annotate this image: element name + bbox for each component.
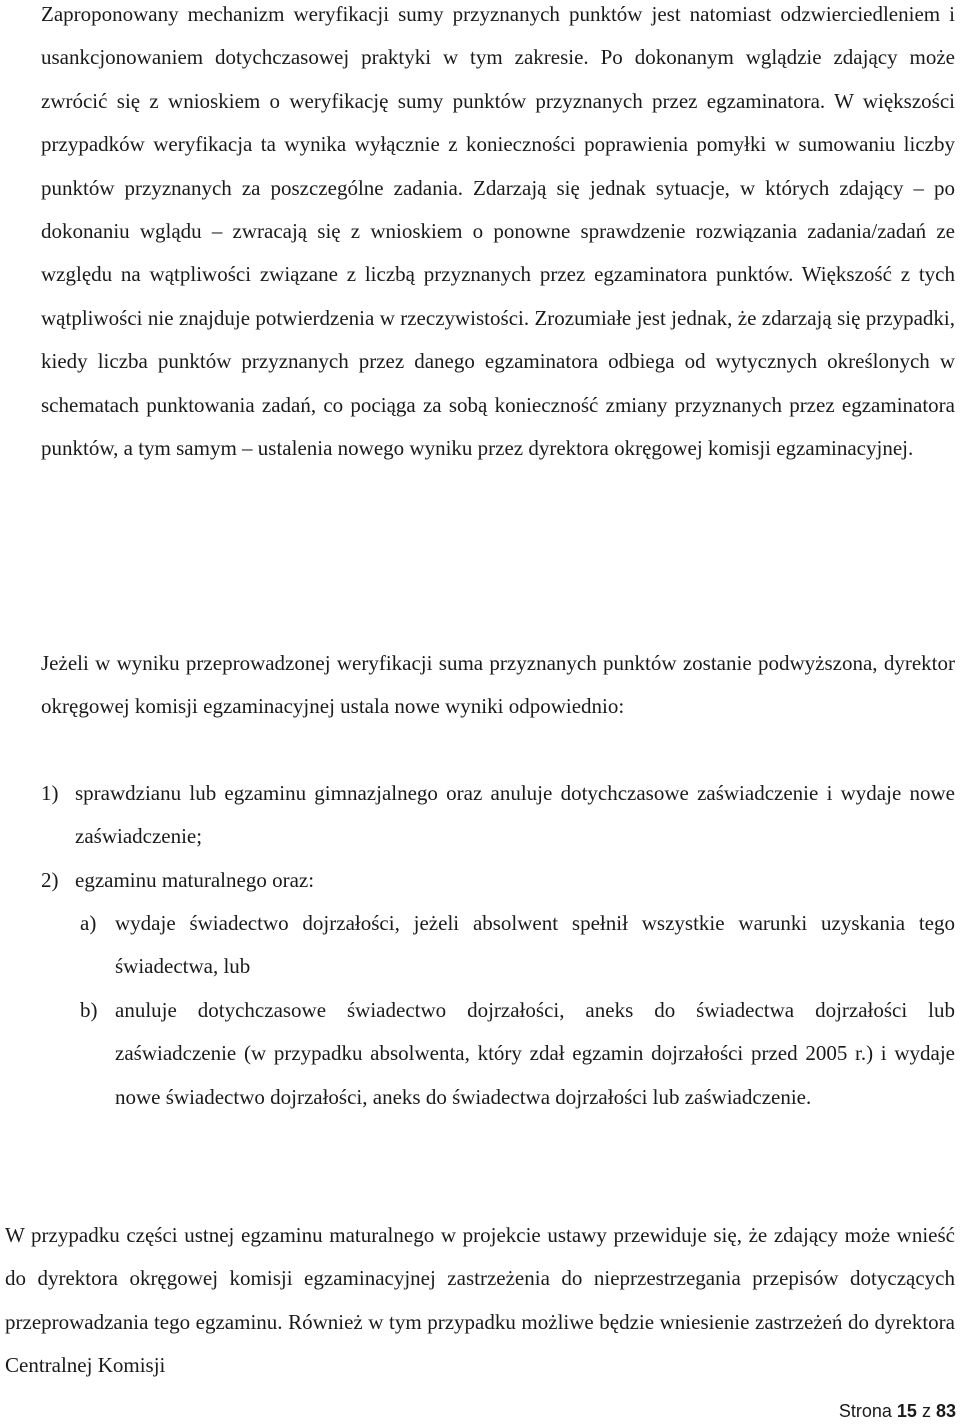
list-subitem-a — [80, 902, 955, 989]
paragraph-new-results-intro: Jeżeli w wyniku przeprowadzonej weryfikacji suma przyznanych punktów zostanie podwyższona, dyrektor okręgowej komisji egzaminacyjnej ustala nowe wyniki odpowiednio: — [41, 651, 955, 719]
page-label: Strona — [838, 1401, 892, 1421]
paragraph-verification-mechanism: Zaproponowany mechanizm weryfikacji sumy przyznanych punktów jest natomiast odzwierciedleniem i usankcjonowaniem dotychczasowej praktyki w tym zakresie. Po dokonanym wglądzie zdający może zwrócić się z wnioskiem o weryfikację sumy punktów przyznanych przez egzaminatora. W większości przypadków weryfikacja ta wynika wyłącznie z konieczności poprawienia pomyłki w sumowaniu liczby punktów przyznanych za poszczególne zadania. Zdarzają się jednak sytuacje, w których zdający – po dokonaniu wglądu – zwracają się z wnioskiem o ponowne sprawdzenie rozwiązania zadania/zadań ze względu na wątpliwości związane z liczbą przyznanych przez egzaminatora punktów. Większość z tych wątpliwości nie znajduje potwierdzenia w rzeczywistości. Zrozumiałe jest jednak, że zdarzają się przypadki, kiedy liczba punktów przyznanych przez danego egzaminatora odbiega od wytycznych określonych w schematach punktowania zadań, co pociąga za sobą konieczność zmiany przyznanych przez egzaminatora punktów, a tym samym – ustalenia nowego wyniku przez dyrektora okręgowej komisji egzaminacyjnej. — [41, 2, 955, 461]
list-item-text: anuluje dotychczasowe świadectwo dojrzałości, aneks do świadectwa dojrzałości lub zaświadczenie (w przypadku absolwenta, który zdał egzamin dojrzałości przed 2005 r.) i wydaje nowe świadectwo dojrzałości, aneks do świadectwa dojrzałości lub zaświadczenie. — [115, 998, 955, 1109]
paragraph-oral-exam: W przypadku części ustnej egzaminu maturalnego w projekcie ustawy przewiduje się, że zdający może wnieść do dyrektora okręgowej komisji egzaminacyjnej zastrzeżenia do nieprzestrzegania przepisów dotyczących przeprowadzania tego egzaminu. Również w tym przypadku możliwe będzie wniesienie zastrzeżeń do dyrektora Centralnej Komisji — [5, 1223, 955, 1378]
page-number-footer — [839, 1401, 956, 1422]
list-item-1 — [41, 772, 955, 859]
list-marker: 2) — [41, 868, 59, 892]
list-item-text: sprawdzianu lub egzaminu gimnazjalnego oraz anuluje dotychczasowe zaświadczenie i wydaje nowe zaświadczenie; — [75, 781, 955, 849]
list-marker: 1) — [41, 781, 59, 805]
list-item-2 — [41, 859, 955, 902]
page-separator: z — [921, 1401, 931, 1421]
list-item-text: egzaminu maturalnego oraz: — [75, 868, 315, 892]
total-pages-number: 83 — [935, 1401, 956, 1421]
list-marker: a) — [80, 911, 97, 935]
list-marker: b) — [80, 998, 98, 1022]
list-item-text: wydaje świadectwo dojrzałości, jeżeli absolwent spełnił wszystkie warunki uzyskania tego świadectwa, lub — [115, 911, 955, 979]
current-page-number: 15 — [896, 1401, 917, 1421]
list-subitem-b — [80, 989, 955, 1119]
